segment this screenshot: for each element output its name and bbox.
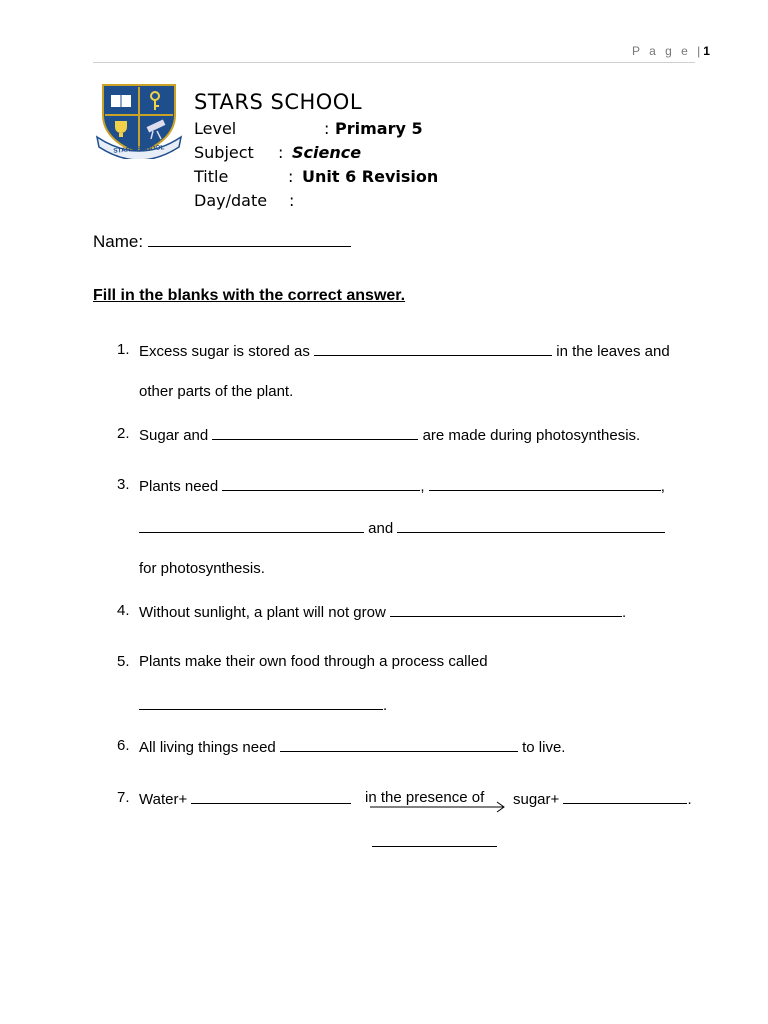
question-2: [139, 425, 640, 444]
subject-label: Subject: [194, 143, 254, 162]
title-row: [194, 167, 439, 186]
answer-blank[interactable]: [212, 425, 418, 440]
question-number: 7.: [117, 789, 130, 806]
question-number: 1.: [117, 341, 130, 358]
question-text: Water+: [139, 791, 188, 808]
answer-blank[interactable]: [372, 832, 497, 847]
school-crest-logo: [95, 81, 183, 159]
level-colon: :: [324, 119, 330, 138]
level-value: Primary 5: [335, 119, 423, 138]
question-7: [139, 789, 351, 808]
date-colon: :: [289, 191, 295, 210]
name-field: [93, 232, 351, 252]
page-label: P a g e: [632, 44, 691, 58]
subject-value: Science: [292, 143, 362, 162]
answer-blank[interactable]: [280, 737, 518, 752]
question-number: 5.: [117, 653, 130, 670]
reaction-condition: in the presence of: [365, 789, 485, 806]
page-separator: |: [697, 44, 704, 58]
question-4: [139, 602, 626, 621]
answer-blank[interactable]: [397, 518, 665, 533]
answer-blank[interactable]: [139, 518, 364, 533]
answer-blank[interactable]: [191, 789, 351, 804]
condition-line: [372, 832, 497, 851]
subject-row: [194, 143, 362, 162]
question-3: [139, 476, 665, 495]
reaction-arrow-icon: [370, 800, 508, 814]
question-7-product: [513, 789, 692, 808]
question-5-line-2: [139, 695, 387, 714]
question-text: sugar+: [513, 791, 560, 808]
title-colon: :: [288, 167, 294, 186]
question-6: [139, 737, 565, 756]
question-3-continued: for photosynthesis.: [139, 560, 265, 577]
answer-blank[interactable]: [429, 476, 661, 491]
answer-blank[interactable]: [563, 789, 687, 804]
name-blank[interactable]: [148, 232, 351, 247]
title-value: Unit 6 Revision: [302, 167, 439, 186]
subject-colon: :: [278, 143, 284, 162]
comma: ,: [420, 478, 425, 495]
comma: ,: [660, 478, 665, 495]
question-text: to live.: [522, 739, 566, 756]
answer-blank[interactable]: [314, 341, 552, 356]
svg-text:STARS SCHOOL: STARS SCHOOL: [113, 144, 165, 155]
header-rule: [93, 62, 695, 63]
question-text: Excess sugar is stored as: [139, 343, 310, 360]
period: .: [687, 791, 692, 808]
answer-blank[interactable]: [139, 695, 383, 710]
title-label: Title: [194, 167, 229, 186]
date-label: Day/date: [194, 191, 268, 210]
question-number: 3.: [117, 476, 130, 493]
answer-blank[interactable]: [390, 602, 622, 617]
question-text: All living things need: [139, 739, 276, 756]
question-text: Without sunlight, a plant will not grow: [139, 604, 386, 621]
page-number: 1: [703, 44, 710, 58]
question-1-continued: other parts of the plant.: [139, 383, 294, 400]
answer-blank[interactable]: [222, 476, 420, 491]
page-number-header: [632, 44, 710, 58]
and-word: and: [368, 520, 394, 537]
school-name: STARS SCHOOL: [194, 90, 363, 114]
question-text: Plants need: [139, 478, 219, 495]
question-5: Plants make their own food through a process called: [139, 653, 488, 670]
name-label: Name:: [93, 232, 148, 251]
question-text: in the leaves and: [556, 343, 670, 360]
question-number: 6.: [117, 737, 130, 754]
question-3-line-2: [139, 518, 665, 537]
level-label: Level: [194, 119, 237, 138]
period: .: [621, 604, 627, 621]
question-text: are made during photosynthesis.: [422, 427, 641, 444]
question-number: 4.: [117, 602, 130, 619]
date-row: [194, 191, 295, 210]
question-text: Sugar and: [139, 427, 209, 444]
question-1: [139, 341, 670, 360]
period: .: [383, 697, 388, 714]
question-number: 2.: [117, 425, 130, 442]
instructions: Fill in the blanks with the correct answer.: [93, 287, 406, 304]
level-row: [194, 119, 423, 138]
